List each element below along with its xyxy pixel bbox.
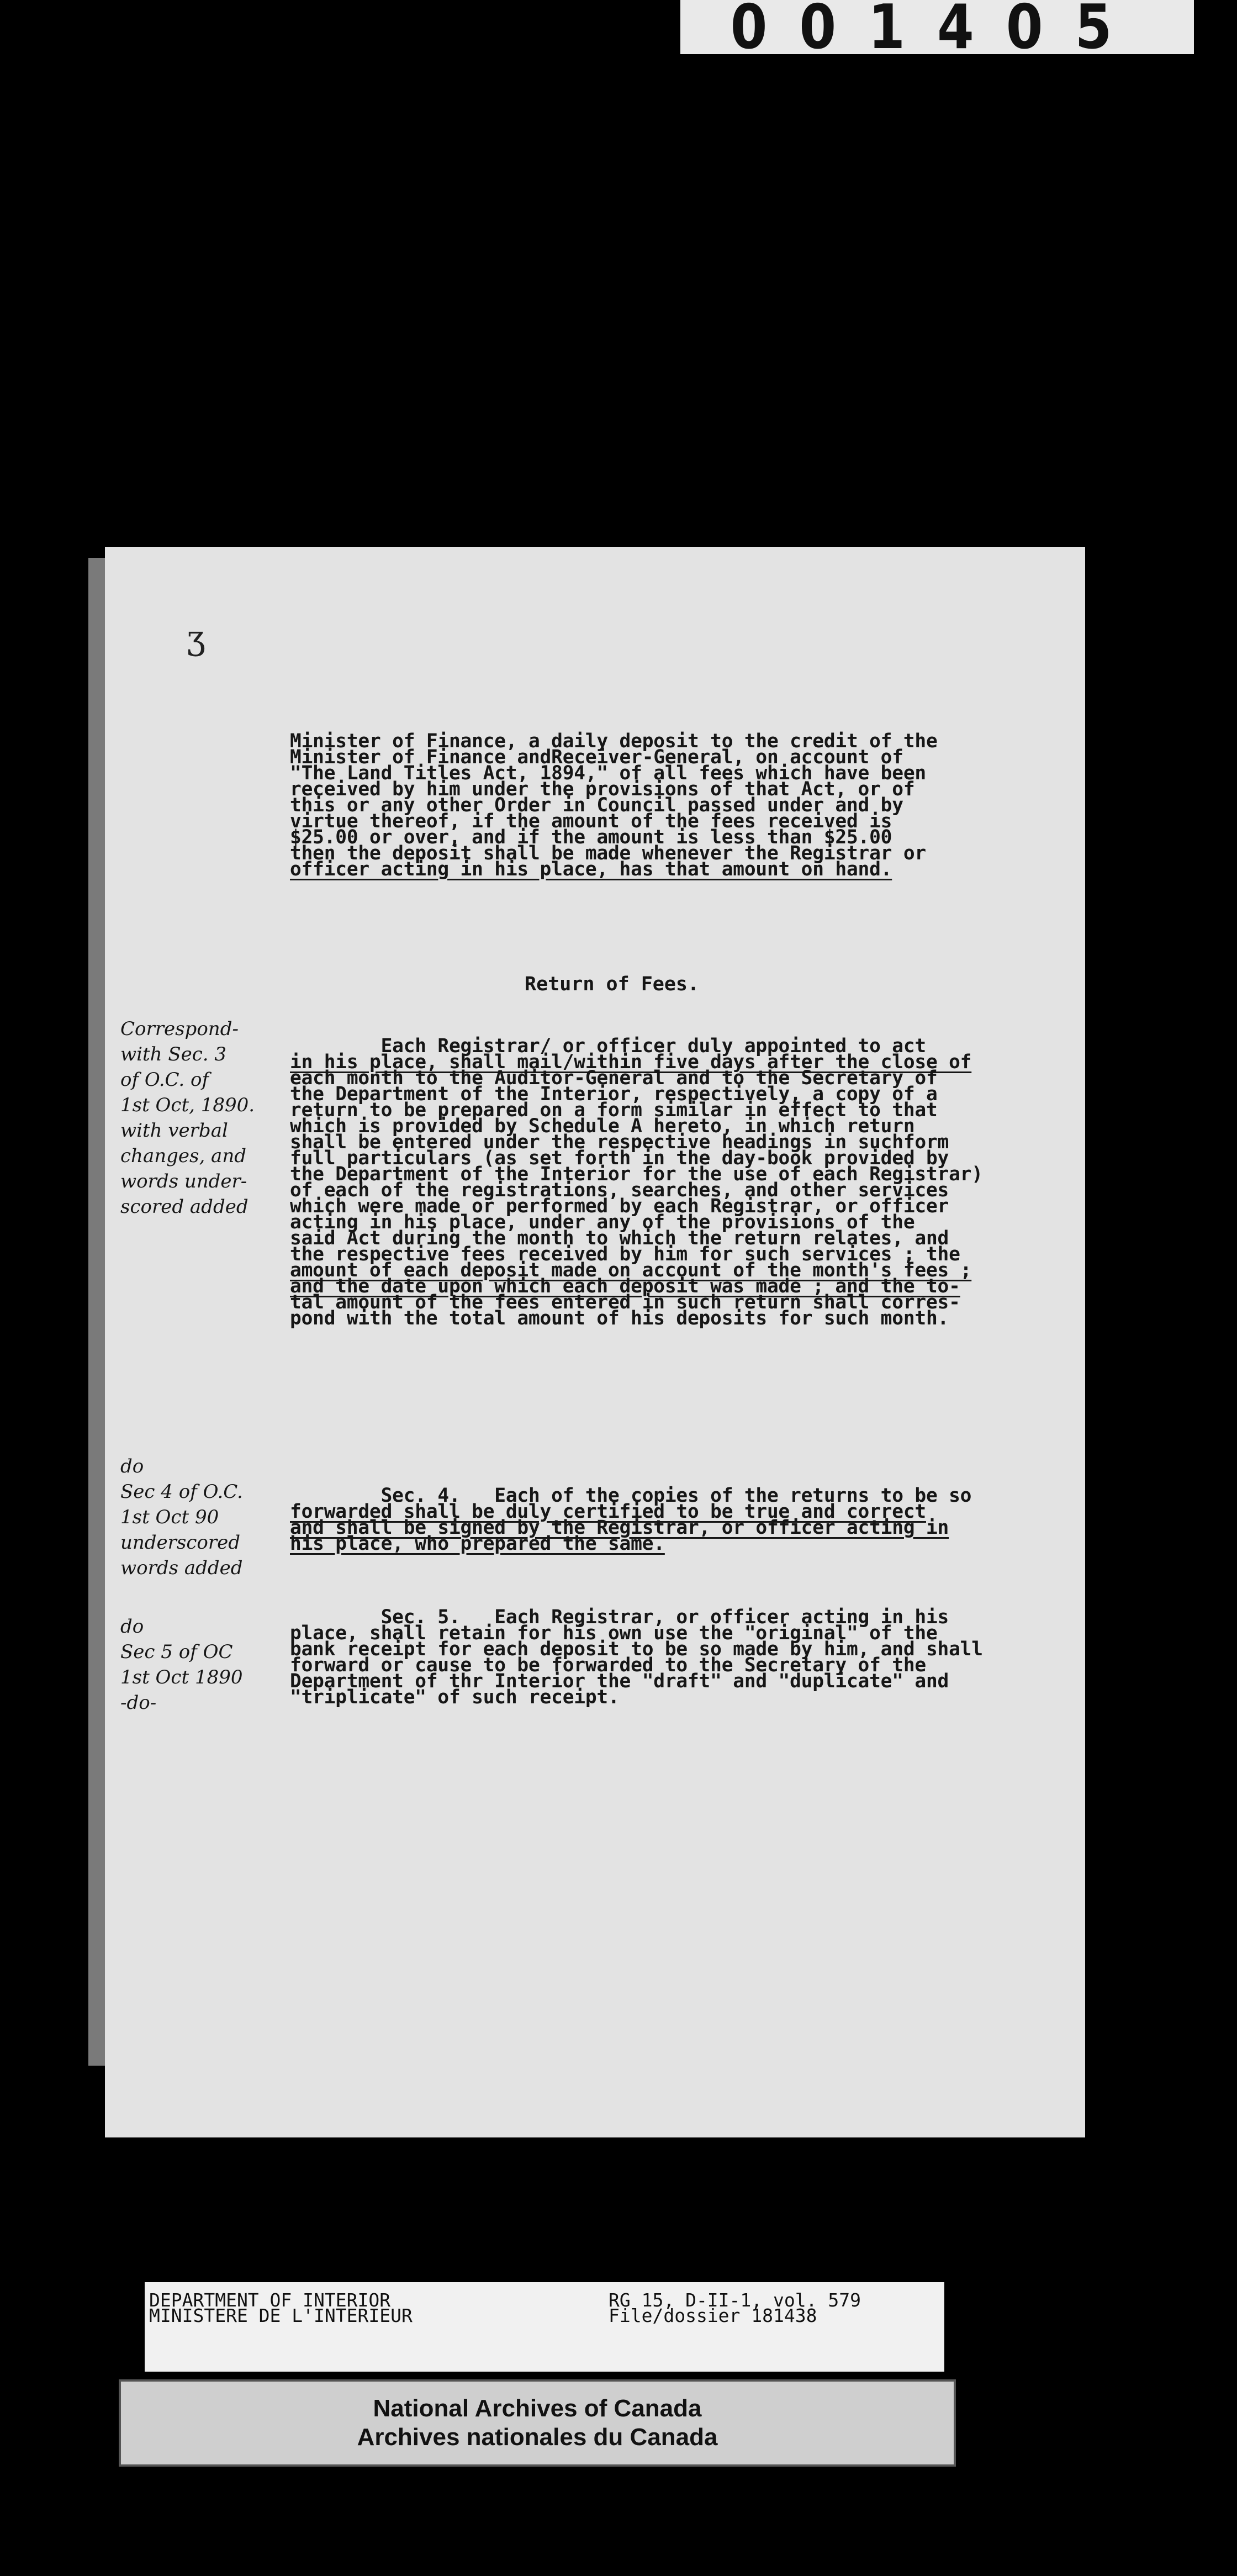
staple-mark: ʒ (187, 619, 205, 657)
paragraph2-line: in his place, shall mail/within five days after the close of (290, 1051, 972, 1073)
paragraph2-line: and the date upon which each deposit was made ; and the to- (290, 1275, 960, 1297)
record-group-ref: RG 15, D-II-1, vol. 579 (609, 2289, 861, 2311)
archives-name-fr: Archives nationales du Canada (357, 2424, 718, 2451)
paragraph1-line: this or any other Order in Council passed under and by (290, 794, 903, 816)
note3-line: -do- (120, 1692, 157, 1714)
paragraph2-line: shall be entered under the respective headings in suchform (290, 1131, 949, 1153)
note2-line: Sec 4 of O.C. (120, 1481, 243, 1503)
paragraph4-line: forward or cause to be forwarded to the Secretary of the (290, 1654, 926, 1676)
paragraph2-line: amount of each deposit made on account of the month's fees ; (290, 1259, 972, 1281)
paragraph2-line: tal amount of the fees entered in such return shall corres- (290, 1291, 960, 1313)
note1-line: with verbal (120, 1120, 228, 1142)
note1-line: changes, and (120, 1145, 246, 1167)
paragraph1-line: Minister of Finance andReceiver-General, on account of (290, 746, 903, 768)
paragraph3-line: forwarded shall be duly certified to be true and correct (290, 1501, 926, 1523)
note2-line: do (120, 1455, 144, 1477)
note1-line: 1st Oct, 1890. (120, 1094, 255, 1116)
frame-number-label (680, 0, 1194, 63)
heading-return-of-fees: Return of Fees. (525, 973, 700, 995)
paragraph4-line: Sec. 5. Each Registrar, or officer acting in his (290, 1606, 949, 1628)
paragraph2-line: which were made or performed by each Registrar, or officer (290, 1195, 949, 1217)
paragraph1-line: virtue thereof, if the amount of the fees received is (290, 810, 892, 832)
margin-note-sec-3 (120, 1016, 255, 1220)
paragraph2-line: pond with the total amount of his deposits for such month. (290, 1307, 949, 1329)
paragraph1-line: $25.00 or over, and if the amount is less than $25.00 (290, 826, 892, 848)
archive-reference-label (145, 2282, 944, 2372)
paragraph4-line: "triplicate" of such receipt. (290, 1686, 620, 1708)
note2-line: underscored (120, 1532, 241, 1554)
margin-note-sec-5 (120, 1614, 242, 1715)
paragraph-return-of-fees (290, 1035, 983, 1329)
note1-line: with Sec. 3 (120, 1043, 227, 1065)
department-fr: MINISTERE DE L'INTERIEUR (149, 2305, 413, 2326)
paragraph1-line: Minister of Finance, a daily deposit to the credit of the (290, 730, 938, 752)
paragraph3-line: and shall be signed by the Registrar, or officer acting in (290, 1517, 949, 1539)
note3-line: Sec 5 of OC (120, 1641, 233, 1663)
paragraph2-line: of each of the registrations, searches, and other services (290, 1179, 949, 1201)
note3-line: 1st Oct 1890 (120, 1666, 243, 1688)
file-number: File/dossier 181438 (609, 2305, 817, 2326)
archives-banner (119, 2379, 956, 2467)
archives-name-en: National Archives of Canada (373, 2395, 702, 2422)
paragraph4-line: Department of thr Interior the "draft" and "duplicate" and (290, 1670, 949, 1692)
note1-line: words under- (120, 1170, 247, 1192)
paragraph4-line: place, shall retain for his own use the "original" of the (290, 1622, 938, 1644)
paragraph-deposit (290, 730, 938, 880)
paragraph2-line: return to be prepared on a form similar in effect to that (290, 1099, 938, 1121)
note1-line: of O.C. of (120, 1069, 209, 1091)
paragraph4-line: bank receipt for each deposit to be so made by him, and shall (290, 1638, 983, 1660)
paragraph-sec-4 (290, 1485, 972, 1555)
paragraph2-line: acting in his place, under any of the provisions of the (290, 1211, 915, 1233)
paragraph2-line: the Department of the Interior for the use of each Registrar) (290, 1163, 983, 1185)
paragraph-sec-5 (290, 1606, 983, 1708)
paragraph1-line: received by him under the provisions of that Act, or of (290, 778, 915, 800)
paragraph3-line: Sec. 4. Each of the copies of the returns to be so (290, 1485, 972, 1507)
margin-note-sec-4 (120, 1454, 243, 1581)
paragraph2-line: the respective fees received by him for such services ; the (290, 1243, 960, 1265)
note1-line: scored added (120, 1196, 249, 1218)
note1-line: Correspond- (120, 1018, 239, 1040)
paragraph2-line: the Department of the Interior, respectively, a copy of a (290, 1083, 938, 1105)
paragraph3-line: his place, who prepared the same. (290, 1533, 665, 1555)
paragraph2-line: Each Registrar/ or officer duly appointed to act (290, 1035, 926, 1057)
frame-number: 001405 (730, 0, 1144, 63)
paragraph2-line: each month to the Auditor-General and to the Secretary of (290, 1067, 938, 1089)
paragraph1-line: then the deposit shall be made whenever the Registrar or (290, 842, 926, 864)
note2-line: 1st Oct 90 (120, 1506, 219, 1528)
paragraph2-line: said Act during the month to which the return relates, and (290, 1227, 949, 1249)
paragraph1-line: "The Land Titles Act, 1894," of all fees which have been (290, 762, 926, 784)
paragraph1-line: officer acting in his place, has that amount on hand. (290, 858, 892, 880)
note3-line: do (120, 1616, 144, 1638)
paragraph2-line: full particulars (as set forth in the day-book provided by (290, 1147, 949, 1169)
department-en: DEPARTMENT OF INTERIOR (149, 2289, 391, 2311)
paragraph2-line: which is provided by Schedule A hereto, in which return (290, 1115, 915, 1137)
note2-line: words added (120, 1557, 243, 1579)
